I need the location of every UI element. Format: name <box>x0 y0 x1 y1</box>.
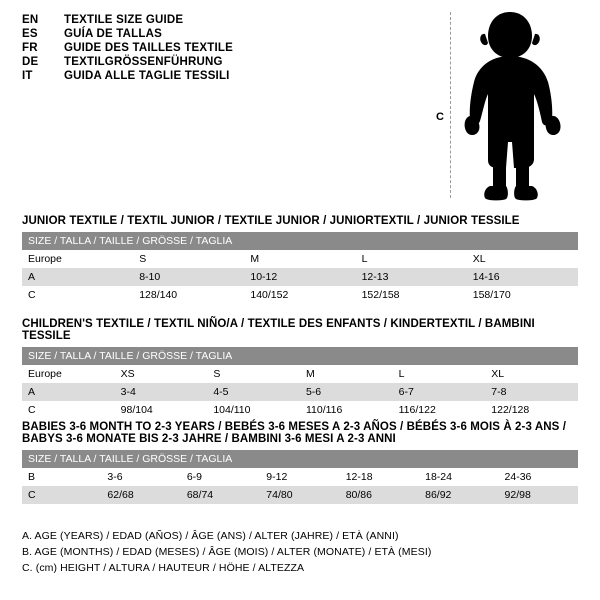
table-row <box>22 268 578 286</box>
table-row <box>22 286 578 304</box>
cell: 6-7 <box>393 383 486 401</box>
language-code-de: DE <box>22 56 39 68</box>
section-junior <box>22 215 578 304</box>
cell: 5-6 <box>300 383 393 401</box>
toddler-silhouette-icon <box>452 8 582 203</box>
section-children <box>22 318 578 419</box>
table-row <box>22 401 578 419</box>
table-row <box>22 250 578 268</box>
cell: 4-5 <box>207 383 300 401</box>
table-row <box>22 365 578 383</box>
language-row <box>22 14 442 26</box>
legend-line-a: A. AGE (YEARS) / EDAD (AÑOS) / ÂGE (ANS) / ALTER (JAHRE) / ETÀ (ANNI) <box>22 530 399 542</box>
cell: L <box>393 365 486 383</box>
language-code-it: IT <box>22 70 33 82</box>
cell: 12-18 <box>340 468 419 486</box>
table-header-row <box>22 347 578 365</box>
measure-dashed-line <box>450 12 451 198</box>
table-header-label: SIZE / TALLA / TAILLE / GRÖSSE / TAGLIA <box>22 232 578 250</box>
language-code-es: ES <box>22 28 38 40</box>
cell: S <box>207 365 300 383</box>
cell: 104/110 <box>207 401 300 419</box>
height-measure-figure <box>432 8 582 203</box>
cell: 116/122 <box>393 401 486 419</box>
table-babies <box>22 450 578 504</box>
row-label: A <box>22 383 115 401</box>
language-row <box>22 28 442 40</box>
language-title-en: TEXTILE SIZE GUIDE <box>64 14 184 26</box>
section-title-babies: BABIES 3-6 MONTH TO 2-3 YEARS / BEBÉS 3-6 MESES A 2-3 AÑOS / BÉBÉS 3-6 MOIS À 2-3 ANS / BABYS 3-6 MONATE BIS 2-3 JAHRE / BAMBINI 3-6 MESI A 2-3 ANNI <box>22 421 566 445</box>
language-row <box>22 56 442 68</box>
cell: 128/140 <box>133 286 244 304</box>
language-code-en: EN <box>22 14 39 26</box>
language-code-fr: FR <box>22 42 38 54</box>
cell: XL <box>467 250 578 268</box>
language-title-it: GUIDA ALLE TAGLIE TESSILI <box>64 70 230 82</box>
cell: 12-13 <box>356 268 467 286</box>
cell: 140/152 <box>244 286 355 304</box>
cell: 86/92 <box>419 486 498 504</box>
cell: 92/98 <box>499 486 578 504</box>
cell: 122/128 <box>485 401 578 419</box>
cell: 24-36 <box>499 468 578 486</box>
language-row <box>22 42 442 54</box>
cell: 14-16 <box>467 268 578 286</box>
cell: 6-9 <box>181 468 260 486</box>
cell: S <box>133 250 244 268</box>
cell: M <box>244 250 355 268</box>
language-title-es: GUÍA DE TALLAS <box>64 28 162 40</box>
section-title-children: CHILDREN'S TEXTILE / TEXTIL NIÑO/A / TEXTILE DES ENFANTS / KINDERTEXTIL / BAMBINI TESSILE <box>22 318 535 342</box>
row-label: C <box>22 486 101 504</box>
section-title-junior: JUNIOR TEXTILE / TEXTIL JUNIOR / TEXTILE JUNIOR / JUNIORTEXTIL / JUNIOR TESSILE <box>22 215 520 227</box>
cell: 3-4 <box>115 383 208 401</box>
cell: 7-8 <box>485 383 578 401</box>
cell: 80/86 <box>340 486 419 504</box>
cell: 3-6 <box>101 468 180 486</box>
language-header <box>22 14 442 84</box>
cell: 10-12 <box>244 268 355 286</box>
table-header-label: SIZE / TALLA / TAILLE / GRÖSSE / TAGLIA <box>22 347 578 365</box>
row-label: Europe <box>22 365 115 383</box>
section-babies <box>22 421 578 504</box>
table-row <box>22 486 578 504</box>
cell: 18-24 <box>419 468 498 486</box>
language-title-de: TEXTILGRÖSSENFÜHRUNG <box>64 56 223 68</box>
language-row <box>22 70 442 82</box>
cell: 152/158 <box>356 286 467 304</box>
legend <box>22 529 578 577</box>
cell: XS <box>115 365 208 383</box>
table-children <box>22 347 578 419</box>
table-row <box>22 468 578 486</box>
table-row <box>22 383 578 401</box>
cell: 68/74 <box>181 486 260 504</box>
cell: 158/170 <box>467 286 578 304</box>
cell: 110/116 <box>300 401 393 419</box>
row-label: C <box>22 286 133 304</box>
measure-label-c: C <box>436 111 444 123</box>
row-label: C <box>22 401 115 419</box>
table-junior <box>22 232 578 304</box>
table-header-label: SIZE / TALLA / TAILLE / GRÖSSE / TAGLIA <box>22 450 578 468</box>
table-header-row <box>22 450 578 468</box>
cell: L <box>356 250 467 268</box>
cell: 9-12 <box>260 468 339 486</box>
legend-line-c: C. (cm) HEIGHT / ALTURA / HAUTEUR / HÖHE / ALTEZZA <box>22 561 305 574</box>
cell: XL <box>485 365 578 383</box>
legend-line-b: B. AGE (MONTHS) / EDAD (MESES) / ÂGE (MOIS) / ALTER (MONATE) / ETÀ (MESI) <box>22 545 432 558</box>
cell: 62/68 <box>101 486 180 504</box>
cell: 98/104 <box>115 401 208 419</box>
language-title-fr: GUIDE DES TAILLES TEXTILE <box>64 42 233 54</box>
cell: 8-10 <box>133 268 244 286</box>
row-label: B <box>22 468 101 486</box>
cell: M <box>300 365 393 383</box>
table-header-row <box>22 232 578 250</box>
cell: 74/80 <box>260 486 339 504</box>
row-label: Europe <box>22 250 133 268</box>
row-label: A <box>22 268 133 286</box>
